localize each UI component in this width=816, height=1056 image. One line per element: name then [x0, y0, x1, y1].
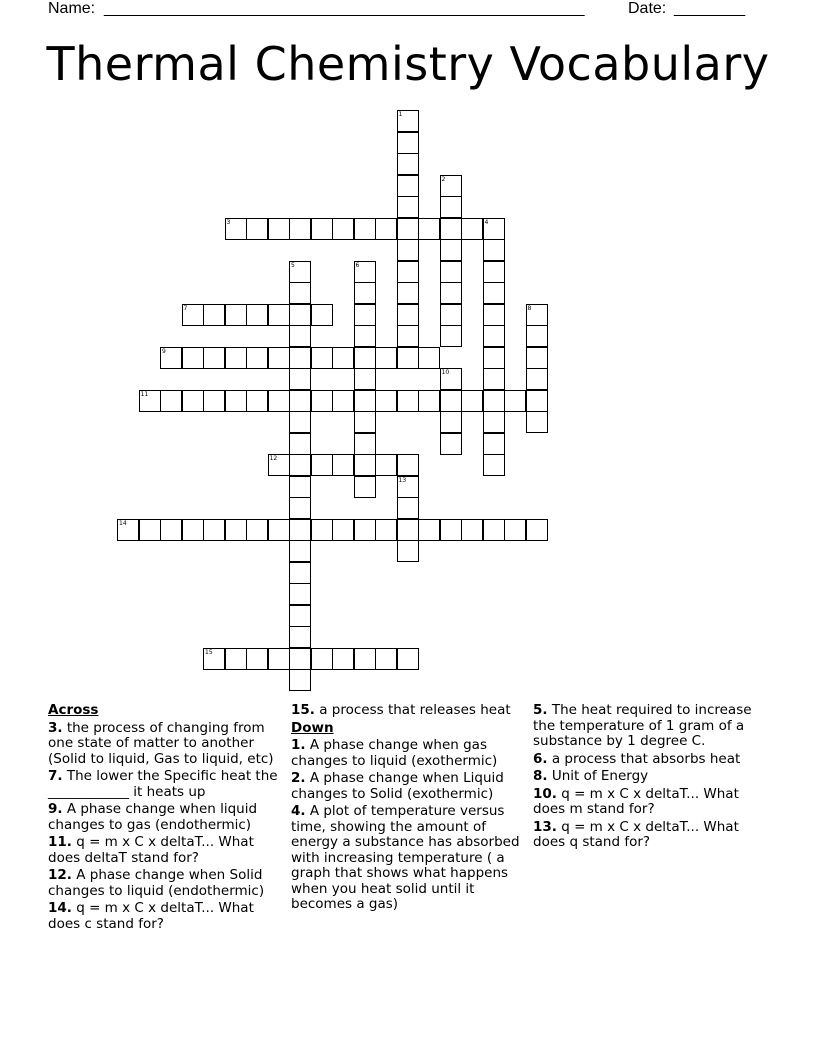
clue-number: 9.: [48, 801, 63, 817]
grid-cell[interactable]: [375, 648, 397, 670]
clues-column-1: [48, 703, 280, 934]
grid-cell[interactable]: [397, 175, 419, 197]
grid-cell[interactable]: [332, 218, 354, 240]
grid-cell[interactable]: [225, 347, 247, 369]
grid-cell[interactable]: [440, 390, 462, 412]
grid-cell[interactable]: [418, 519, 440, 541]
clue-number: 4.: [291, 803, 306, 819]
clue-text: A phase change when Solid changes to liquid (endothermic): [48, 867, 265, 899]
grid-cell[interactable]: [397, 132, 419, 154]
clue-number: 2.: [291, 770, 306, 786]
cell-number: 10: [441, 369, 450, 376]
grid-cell[interactable]: [354, 325, 376, 347]
grid-cell[interactable]: [203, 304, 225, 326]
grid-cell[interactable]: [397, 390, 419, 412]
grid-cell[interactable]: [225, 304, 247, 326]
cell-number: 3: [226, 218, 231, 226]
grid-cell[interactable]: [440, 175, 462, 197]
grid-cell[interactable]: [289, 476, 311, 498]
date-label: Date:: [628, 0, 667, 17]
grid-cell[interactable]: [461, 390, 483, 412]
clue-text: q = m x C x deltaT... What does deltaT stand for?: [48, 834, 254, 866]
grid-cell[interactable]: [289, 282, 311, 304]
grid-cell[interactable]: [182, 304, 204, 326]
clue-down-1: [291, 738, 523, 769]
grid-cell[interactable]: [182, 390, 204, 412]
grid-cell[interactable]: [289, 433, 311, 455]
cell-number: 13: [398, 476, 407, 484]
clue-across-12: [48, 868, 280, 899]
grid-cell[interactable]: [332, 390, 354, 412]
grid-cell[interactable]: [483, 390, 505, 412]
clue-text: the process of changing from one state of matter to another (Solid to liquid, Gas to liquid, etc): [48, 719, 274, 767]
grid-cell[interactable]: [375, 454, 397, 476]
grid-cell[interactable]: [397, 239, 419, 261]
grid-cell[interactable]: [440, 196, 462, 218]
grid-cell[interactable]: [332, 648, 354, 670]
grid-cell[interactable]: [160, 390, 182, 412]
grid-cell[interactable]: [526, 325, 548, 347]
grid-cell[interactable]: [526, 368, 548, 390]
grid-cell[interactable]: [397, 497, 419, 519]
clue-down-10: [533, 787, 773, 818]
grid-cell[interactable]: [311, 390, 333, 412]
grid-cell[interactable]: [504, 519, 526, 541]
grid-cell[interactable]: [203, 648, 225, 670]
clue-text: The lower the Specific heat the ____________ it heats up: [48, 768, 278, 800]
grid-cell[interactable]: [440, 261, 462, 283]
grid-cell[interactable]: [246, 390, 268, 412]
grid-cell[interactable]: [483, 261, 505, 283]
grid-cell[interactable]: [246, 648, 268, 670]
clue-across-7: [48, 769, 280, 800]
clue-number: 15.: [291, 702, 315, 718]
grid-cell[interactable]: [418, 347, 440, 369]
clue-number: 12.: [48, 867, 72, 883]
grid-cell[interactable]: [354, 218, 376, 240]
clue-across-14: [48, 901, 280, 932]
clue-down-6: [533, 752, 773, 768]
grid-cell[interactable]: [203, 390, 225, 412]
clue-text: a process that releases heat: [319, 702, 511, 718]
clue-number: 1.: [291, 737, 306, 753]
clue-down-2: [291, 771, 523, 802]
grid-cell[interactable]: [311, 454, 333, 476]
grid-cell[interactable]: [375, 218, 397, 240]
grid-cell[interactable]: [397, 454, 419, 476]
grid-cell[interactable]: [289, 411, 311, 433]
grid-cell[interactable]: [289, 626, 311, 648]
clue-down-4: [291, 804, 523, 913]
clue-number: 5.: [533, 702, 548, 718]
clue-down-8: [533, 769, 773, 785]
grid-cell[interactable]: [354, 282, 376, 304]
clue-text: Unit of Energy: [551, 768, 649, 784]
grid-cell[interactable]: [397, 325, 419, 347]
grid-cell[interactable]: [289, 605, 311, 627]
grid-cell[interactable]: [397, 304, 419, 326]
grid-cell[interactable]: [289, 218, 311, 240]
grid-cell[interactable]: [246, 347, 268, 369]
grid-cell[interactable]: [354, 648, 376, 670]
grid-cell[interactable]: [483, 325, 505, 347]
grid-cell[interactable]: [268, 390, 290, 412]
grid-cell[interactable]: [311, 218, 333, 240]
grid-cell[interactable]: [397, 648, 419, 670]
grid-cell[interactable]: [311, 519, 333, 541]
grid-cell[interactable]: [203, 519, 225, 541]
grid-cell[interactable]: [440, 218, 462, 240]
grid-cell[interactable]: [483, 282, 505, 304]
grid-cell[interactable]: [268, 304, 290, 326]
grid-cell[interactable]: [397, 261, 419, 283]
grid-cell[interactable]: [289, 261, 311, 283]
grid-cell[interactable]: [225, 519, 247, 541]
clue-text: q = m x C x deltaT... What does c stand for?: [48, 900, 254, 932]
grid-cell[interactable]: [225, 390, 247, 412]
grid-cell[interactable]: [289, 325, 311, 347]
grid-cell[interactable]: [354, 304, 376, 326]
grid-cell[interactable]: [332, 347, 354, 369]
grid-cell[interactable]: [268, 347, 290, 369]
cell-number: 4: [484, 218, 489, 226]
clue-text: A phase change when Liquid changes to Solid (exothermic): [291, 770, 504, 802]
cell-number: 15: [205, 648, 213, 656]
clue-across-3: [48, 721, 280, 768]
grid-cell[interactable]: [440, 304, 462, 326]
cell-number: 1: [398, 111, 403, 118]
grid-cell[interactable]: [289, 368, 311, 390]
grid-cell[interactable]: [397, 282, 419, 304]
grid-cell[interactable]: [246, 519, 268, 541]
clue-across-9: [48, 802, 280, 833]
clue-number: 8.: [533, 768, 548, 784]
page-title: Thermal Chemistry Vocabulary: [46, 37, 770, 91]
down-heading: Down: [291, 719, 334, 736]
grid-cell[interactable]: [332, 519, 354, 541]
grid-cell[interactable]: [268, 454, 290, 476]
date-field[interactable]: ________: [674, 0, 746, 17]
clue-text: q = m x C x deltaT... What does q stand for?: [533, 818, 739, 850]
grid-cell[interactable]: [397, 540, 419, 562]
clue-text: A phase change when liquid changes to gas (endothermic): [48, 801, 258, 833]
grid-cell[interactable]: [354, 411, 376, 433]
clues-column-2: [291, 703, 523, 915]
grid-cell[interactable]: [526, 304, 548, 326]
cell-number: 8: [527, 304, 532, 312]
grid-cell[interactable]: [289, 562, 311, 584]
clue-number: 7.: [48, 768, 63, 784]
across-heading: Across: [48, 702, 99, 718]
grid-cell[interactable]: [397, 153, 419, 175]
grid-cell[interactable]: [397, 218, 419, 240]
grid-cell[interactable]: [311, 304, 333, 326]
grid-cell[interactable]: [354, 261, 376, 283]
grid-cell[interactable]: [440, 325, 462, 347]
cell-number: 6: [355, 261, 360, 269]
grid-cell[interactable]: [461, 218, 483, 240]
grid-cell[interactable]: [526, 519, 548, 541]
grid-cell[interactable]: [375, 519, 397, 541]
name-label: Name:: [48, 0, 96, 17]
clue-text: a process that absorbs heat: [551, 750, 741, 767]
clue-text: The heat required to increase the temperature of 1 gram of a substance by 1 degree C.: [533, 702, 752, 749]
grid-cell[interactable]: [354, 519, 376, 541]
grid-cell[interactable]: [289, 390, 311, 412]
grid-cell[interactable]: [440, 519, 462, 541]
cell-number: 2: [441, 175, 446, 183]
grid-cell[interactable]: [483, 433, 505, 455]
cell-number: 7: [183, 304, 188, 312]
grid-cell[interactable]: [139, 390, 161, 412]
clue-number: 10.: [533, 785, 557, 802]
clue-number: 11.: [48, 834, 72, 850]
clue-text: A phase change when gas changes to liquid (exothermic): [291, 737, 498, 769]
grid-cell[interactable]: [483, 347, 505, 369]
grid-cell[interactable]: [289, 497, 311, 519]
grid-cell[interactable]: [483, 454, 505, 476]
grid-cell[interactable]: [268, 218, 290, 240]
grid-cell[interactable]: [289, 669, 311, 691]
grid-cell[interactable]: [397, 347, 419, 369]
grid-cell[interactable]: [397, 519, 419, 541]
grid-cell[interactable]: [418, 390, 440, 412]
grid-cell[interactable]: [289, 347, 311, 369]
cell-number: 11: [140, 390, 149, 398]
grid-cell[interactable]: [289, 454, 311, 476]
grid-cell[interactable]: [440, 282, 462, 304]
grid-cell[interactable]: [311, 648, 333, 670]
name-field[interactable]: ______________________________________________________: [104, 0, 585, 17]
clue-text: A plot of temperature versus time, showing the amount of energy a substance has absorbed with increasing temperature ( a graph that shows what happens when you heat solid until it becomes a gas): [291, 803, 520, 912]
clue-down-5: [533, 703, 773, 750]
grid-cell[interactable]: [354, 390, 376, 412]
grid-cell[interactable]: [461, 519, 483, 541]
grid-cell[interactable]: [225, 648, 247, 670]
grid-cell[interactable]: [483, 411, 505, 433]
grid-cell[interactable]: [440, 368, 462, 390]
grid-cell[interactable]: [203, 347, 225, 369]
clue-number: 3.: [48, 719, 63, 736]
grid-cell[interactable]: [289, 648, 311, 670]
grid-cell[interactable]: [139, 519, 161, 541]
grid-cell[interactable]: [483, 239, 505, 261]
grid-cell[interactable]: [225, 218, 247, 240]
cell-number: 5: [291, 261, 295, 269]
grid-cell[interactable]: [375, 390, 397, 412]
grid-cell[interactable]: [117, 519, 139, 541]
cell-number: 12: [269, 455, 278, 462]
grid-cell[interactable]: [160, 347, 182, 369]
grid-cell[interactable]: [526, 347, 548, 369]
grid-cell[interactable]: [246, 218, 268, 240]
grid-cell[interactable]: [483, 218, 505, 240]
grid-cell[interactable]: [504, 390, 526, 412]
grid-cell[interactable]: [375, 347, 397, 369]
grid-cell[interactable]: [483, 519, 505, 541]
grid-cell[interactable]: [289, 304, 311, 326]
grid-cell[interactable]: [268, 519, 290, 541]
grid-cell[interactable]: [289, 540, 311, 562]
grid-cell[interactable]: [397, 110, 419, 132]
cell-number: 14: [119, 519, 127, 527]
grid-cell[interactable]: [483, 368, 505, 390]
clue-text: q = m x C x deltaT... What does m stand for?: [533, 785, 739, 817]
grid-cell[interactable]: [160, 519, 182, 541]
grid-cell[interactable]: [440, 433, 462, 455]
grid-cell[interactable]: [440, 239, 462, 261]
grid-cell[interactable]: [289, 519, 311, 541]
clue-number: 14.: [48, 900, 72, 916]
clue-down-13: [533, 820, 773, 851]
clue-number: 6.: [533, 750, 548, 767]
grid-cell[interactable]: [440, 411, 462, 433]
grid-cell[interactable]: [418, 218, 440, 240]
clue-number: 13.: [533, 818, 557, 835]
grid-cell[interactable]: [483, 304, 505, 326]
grid-cell[interactable]: [182, 347, 204, 369]
grid-cell[interactable]: [354, 433, 376, 455]
grid-cell[interactable]: [268, 648, 290, 670]
grid-cell[interactable]: [526, 390, 548, 412]
grid-cell[interactable]: [182, 519, 204, 541]
grid-cell[interactable]: [311, 347, 333, 369]
grid-cell[interactable]: [246, 304, 268, 326]
grid-cell[interactable]: [526, 411, 548, 433]
grid-cell[interactable]: [289, 583, 311, 605]
grid-cell[interactable]: [354, 368, 376, 390]
grid-cell[interactable]: [354, 347, 376, 369]
grid-cell[interactable]: [354, 454, 376, 476]
grid-cell[interactable]: [397, 476, 419, 498]
grid-cell[interactable]: [397, 196, 419, 218]
cell-number: 9: [162, 347, 166, 355]
clues-column-3: [533, 703, 773, 853]
grid-cell[interactable]: [354, 476, 376, 498]
clue-across-15: [291, 703, 523, 719]
grid-cell[interactable]: [332, 454, 354, 476]
clue-across-11: [48, 835, 280, 866]
